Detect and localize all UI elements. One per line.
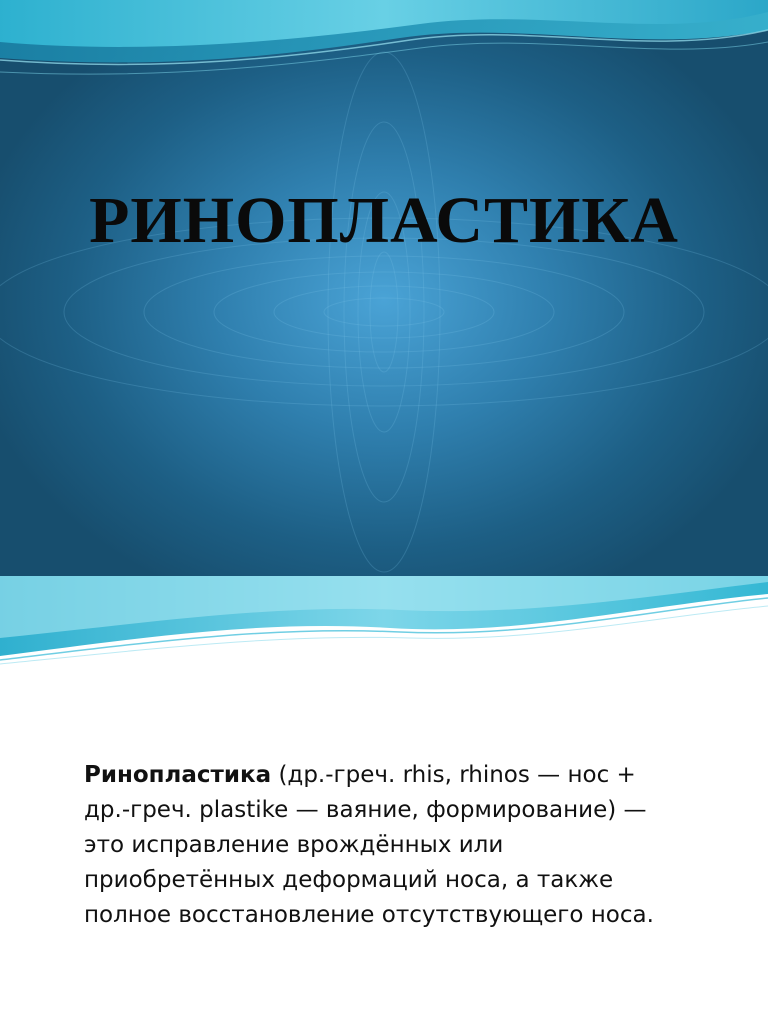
wave-divider: [0, 576, 768, 666]
definition-term: Ринопластика: [84, 762, 272, 788]
ripple-rings: [0, 52, 768, 572]
definition-line-4: приобретённых деформаций носа, а также: [84, 867, 614, 893]
definition-paragraph: [84, 758, 704, 933]
definition-line-5: полное восстановление отсутствующего носа.: [84, 902, 654, 928]
definition-line-3: это исправление врождённых или: [84, 832, 504, 858]
slide-title: РИНОПЛАСТИКА: [89, 184, 679, 257]
definition-line-1: (др.-греч. rhis, rhinos — нос +: [271, 762, 636, 788]
definition-line-2: др.-греч. plastike — ваяние, формирование) —: [84, 797, 647, 823]
